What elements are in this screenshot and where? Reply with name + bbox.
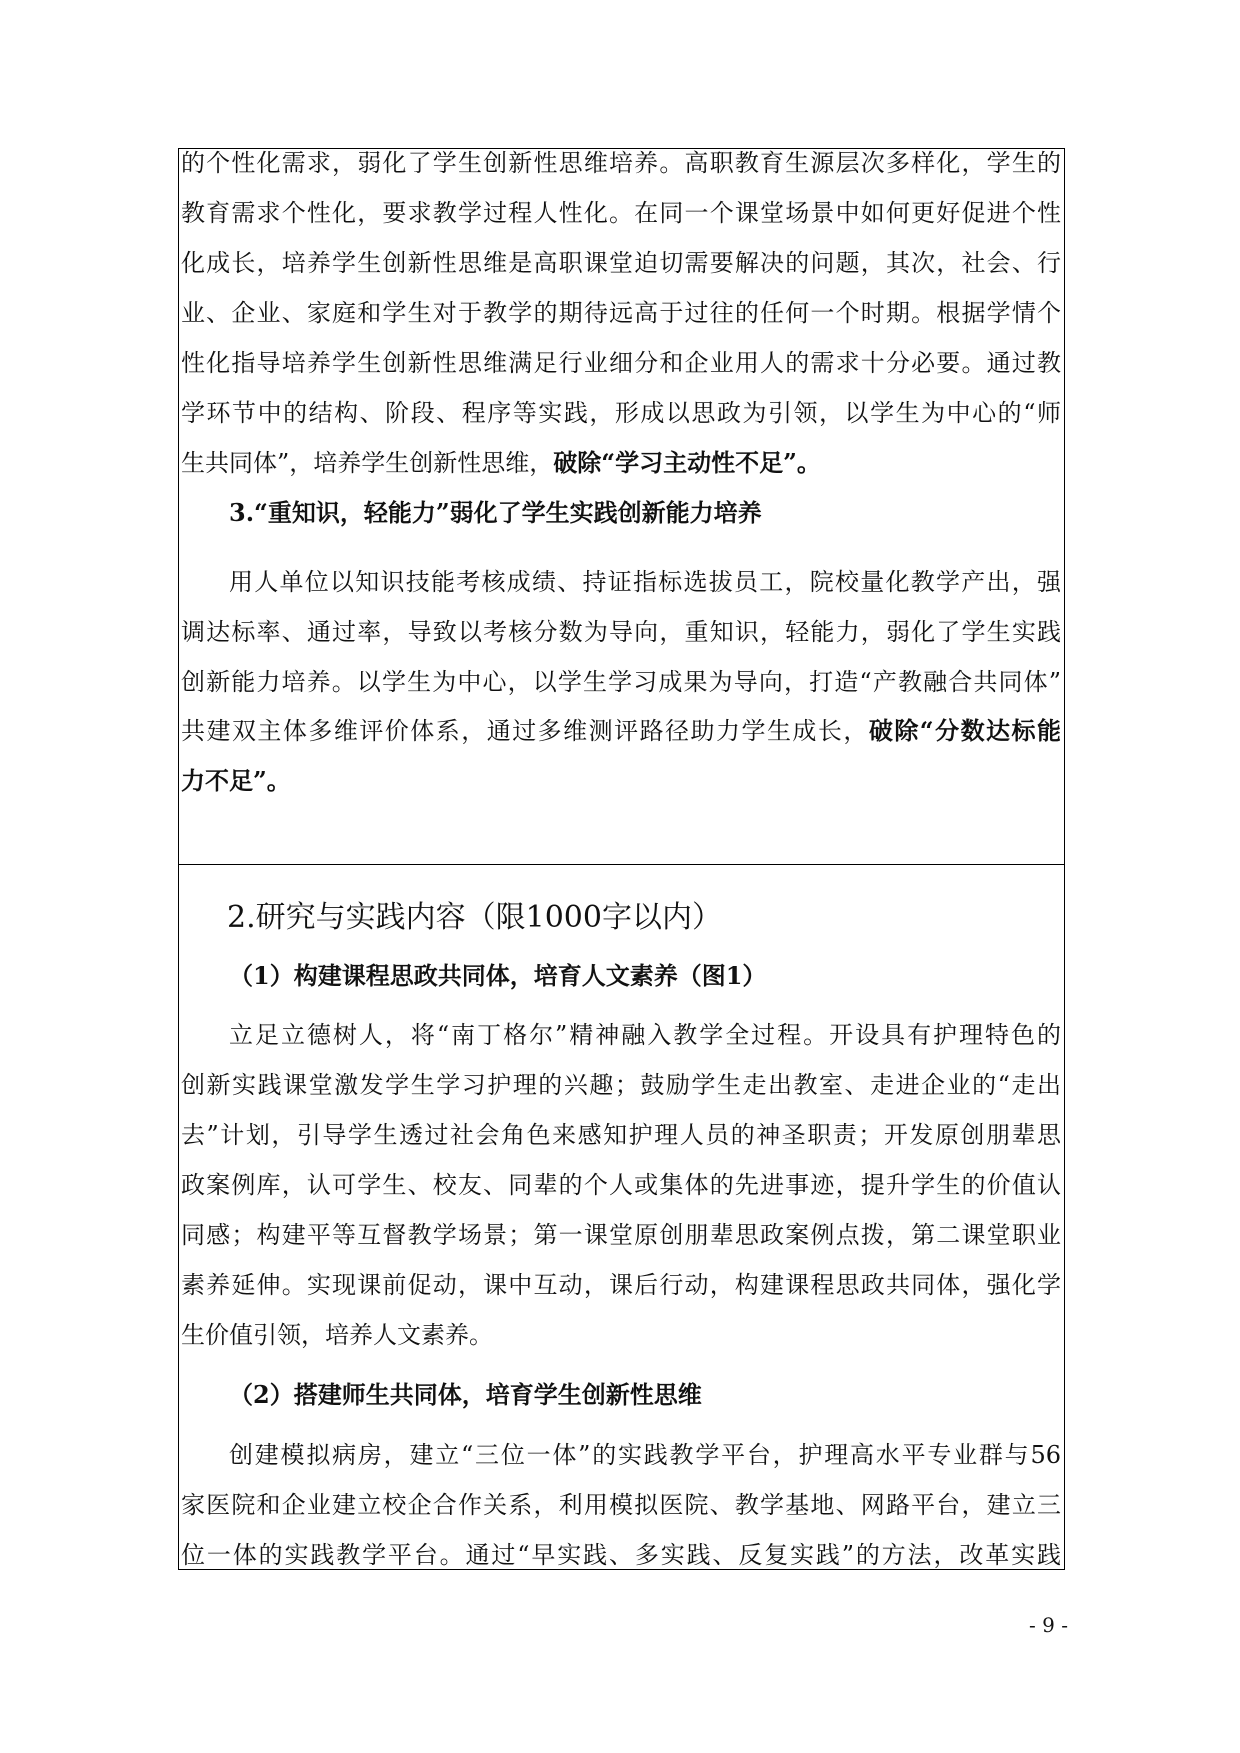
text-line: 创建模拟病房，建立“三位一体”的实践教学平台，护理高水平专业群与56	[229, 1441, 1061, 1469]
text-run: 生共同体”，培养学生创新性思维，	[181, 449, 554, 477]
text-line: 政案例库，认可学生、校友、同辈的个人或集体的先进事迹，提升学生的价值认	[181, 1171, 1061, 1199]
page-number: - 9 -	[1029, 1613, 1068, 1637]
text-line: 调达标率、通过率，导致以考核分数为导向，重知识，轻能力，弱化了学生实践	[181, 618, 1061, 646]
text-run: 共建双主体多维评价体系，通过多维测评路径助力学生成长，	[181, 717, 869, 745]
text-line: 去”计划，引导学生透过社会角色来感知护理人员的神圣职责；开发原创朋辈思	[181, 1121, 1061, 1149]
section-title: 2.研究与实践内容（限1000字以内）	[227, 900, 722, 935]
section-heading: 3.“重知识，轻能力”弱化了学生实践创新能力培养	[229, 498, 762, 527]
text-line: 位一体的实践教学平台。通过“早实践、多实践、反复实践”的方法，改革实践	[181, 1541, 1061, 1569]
bold-phrase: 破除“学习主动性不足”。	[553, 448, 821, 477]
text-line: 化成长，培养学生创新性思维是高职课堂迫切需要解决的问题，其次，社会、行	[181, 249, 1061, 277]
text-line: 素养延伸。实现课前促动，课中互动，课后行动，构建课程思政共同体，强化学	[181, 1271, 1061, 1299]
table-cell-lower	[178, 865, 1065, 1570]
text-line: 的个性化需求，弱化了学生创新性思维培养。高职教育生源层次多样化，学生的	[181, 149, 1061, 177]
bold-phrase: 力不足”。	[181, 766, 291, 795]
text-line: 用人单位以知识技能考核成绩、持证指标选拔员工，院校量化教学产出，强	[229, 568, 1061, 596]
text-line: 创新能力培养。以学生为中心，以学生学习成果为导向，打造“产教融合共同体”	[181, 668, 1061, 696]
text-line: 性化指导培养学生创新性思维满足行业细分和企业用人的需求十分必要。通过教	[181, 349, 1061, 377]
text-line: 教育需求个性化，要求教学过程人性化。在同一个课堂场景中如何更好促进个性	[181, 199, 1061, 227]
text-line: 生价值引领，培养人文素养。	[181, 1321, 493, 1349]
text-line	[181, 448, 1061, 478]
table-cell-upper	[178, 148, 1065, 864]
text-line: 立足立德树人，将“南丁格尔”精神融入教学全过程。开设具有护理特色的	[229, 1021, 1061, 1049]
text-line: 业、企业、家庭和学生对于教学的期待远高于过往的任何一个时期。根据学情个	[181, 299, 1061, 327]
bold-phrase: 破除“分数达标能	[868, 716, 1061, 745]
text-line: 家医院和企业建立校企合作关系，利用模拟医院、教学基地、网路平台，建立三	[181, 1491, 1061, 1519]
text-line: 创新实践课堂激发学生学习护理的兴趣；鼓励学生走出教室、走进企业的“走出	[181, 1071, 1061, 1099]
text-line: 同感；构建平等互督教学场景；第一课堂原创朋辈思政案例点拨，第二课堂职业	[181, 1221, 1061, 1249]
subheading: （1）构建课程思政共同体，培育人文素养（图1）	[229, 961, 767, 990]
subheading: （2）搭建师生共同体，培育学生创新性思维	[229, 1380, 702, 1409]
text-line: 学环节中的结构、阶段、程序等实践，形成以思政为引领，以学生为中心的“师	[181, 399, 1061, 427]
text-line	[181, 716, 1061, 746]
